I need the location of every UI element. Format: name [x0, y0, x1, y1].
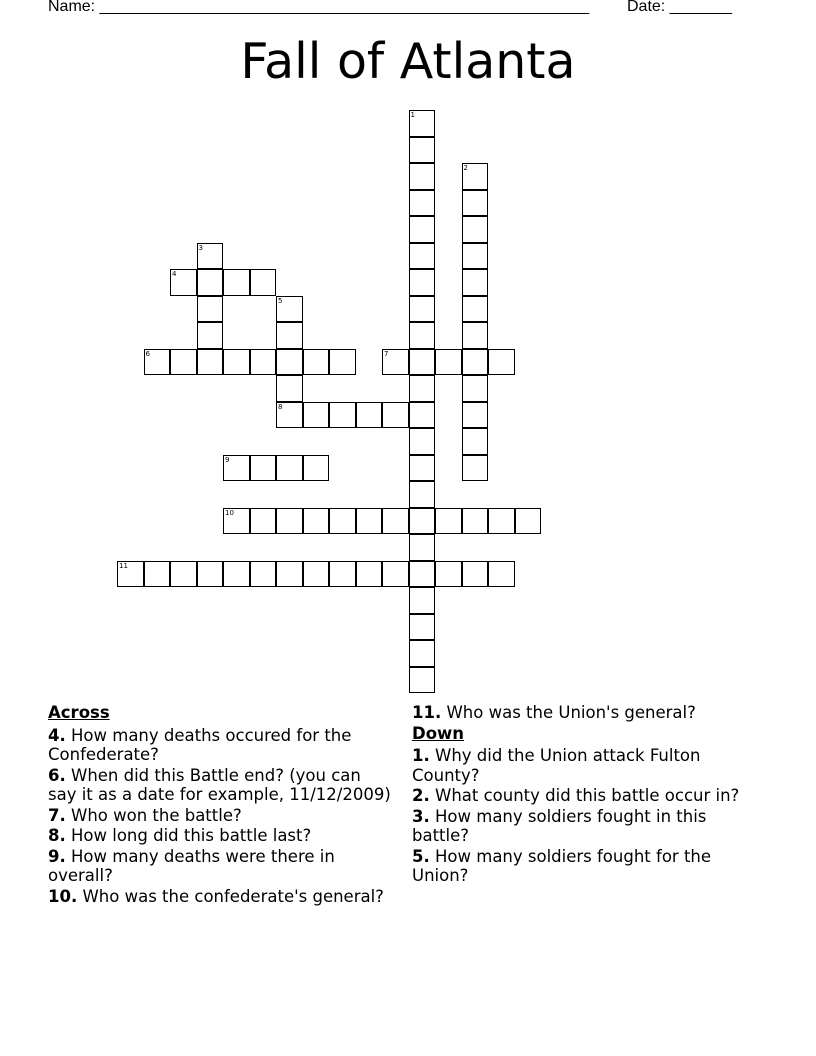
crossword-cell[interactable]	[409, 534, 436, 561]
clues-left-column	[48, 703, 393, 907]
crossword-cell[interactable]	[329, 561, 356, 588]
crossword-cell[interactable]	[409, 428, 436, 455]
clue-text: Why did the Union attack Fulton County?	[412, 746, 701, 785]
clue-across-7	[48, 806, 393, 826]
clue-number: 4.	[48, 725, 66, 745]
crossword-cell[interactable]	[197, 561, 224, 588]
crossword-cell[interactable]	[409, 243, 436, 270]
crossword-cell[interactable]	[170, 349, 197, 376]
crossword-cell[interactable]	[409, 322, 436, 349]
crossword-cell[interactable]	[250, 561, 277, 588]
cell-number: 4	[172, 270, 177, 278]
crossword-cell[interactable]	[170, 269, 197, 296]
clue-across-9	[48, 847, 393, 886]
crossword-cell[interactable]	[515, 508, 542, 535]
crossword-cell[interactable]	[117, 561, 144, 588]
crossword-cell[interactable]	[488, 508, 515, 535]
crossword-cell[interactable]	[223, 561, 250, 588]
crossword-cell[interactable]	[223, 349, 250, 376]
clue-text: How many soldiers fought for the Union?	[412, 846, 712, 885]
cell-number: 6	[145, 349, 150, 358]
clue-number: 10.	[48, 886, 78, 906]
clue-text: Who was the Union's general?	[446, 703, 696, 722]
crossword-cell[interactable]	[462, 163, 489, 190]
crossword-cell[interactable]	[276, 296, 303, 323]
crossword-cell[interactable]	[303, 349, 330, 376]
crossword-cell[interactable]	[409, 110, 436, 137]
crossword-cell[interactable]	[303, 455, 330, 482]
crossword-cell[interactable]	[409, 402, 436, 429]
crossword-cell[interactable]	[356, 402, 383, 429]
crossword-cell[interactable]	[303, 561, 330, 588]
crossword-cell[interactable]	[462, 349, 489, 376]
crossword-cell[interactable]	[276, 402, 303, 429]
clue-text: How many soldiers fought in this battle?	[412, 806, 707, 845]
crossword-cell[interactable]	[409, 508, 436, 535]
crossword-cell[interactable]	[250, 455, 277, 482]
clue-text: How many deaths occured for the Confederate?	[48, 725, 352, 764]
crossword-cell[interactable]	[409, 375, 436, 402]
crossword-cell[interactable]	[409, 614, 436, 641]
clue-down-2	[412, 786, 762, 806]
crossword-cell[interactable]	[144, 561, 171, 588]
clue-number: 9.	[48, 846, 66, 866]
crossword-cell[interactable]	[197, 322, 224, 349]
crossword-cell[interactable]	[303, 508, 330, 535]
clue-across-11	[412, 703, 762, 723]
page-title: Fall of Atlanta	[240, 33, 576, 90]
crossword-cell[interactable]	[250, 508, 277, 535]
crossword-cell[interactable]	[462, 296, 489, 323]
clue-down-1	[412, 746, 762, 785]
clue-down-3	[412, 807, 762, 846]
clue-number: 1.	[412, 746, 430, 765]
crossword-cell[interactable]	[356, 561, 383, 588]
crossword-cell[interactable]	[409, 269, 436, 296]
crossword-cell[interactable]	[276, 349, 303, 376]
crossword-cell[interactable]	[197, 269, 224, 296]
crossword-cell[interactable]	[462, 508, 489, 535]
crossword-cell[interactable]	[409, 640, 436, 667]
crossword-cell[interactable]	[276, 561, 303, 588]
crossword-cell[interactable]	[223, 269, 250, 296]
clue-text: What county did this battle occur in?	[435, 786, 740, 805]
crossword-cell[interactable]	[276, 322, 303, 349]
crossword-cell[interactable]	[382, 561, 409, 588]
clue-number: 3.	[412, 806, 430, 826]
clue-number: 6.	[48, 765, 66, 785]
down-heading: Down	[412, 723, 465, 743]
crossword-cell[interactable]	[197, 296, 224, 323]
clue-number: 11.	[412, 703, 442, 722]
crossword-cell[interactable]	[303, 402, 330, 429]
cell-number: 9	[225, 455, 230, 464]
crossword-cell[interactable]	[462, 561, 489, 588]
clue-number: 2.	[412, 786, 430, 805]
crossword-cell[interactable]	[435, 349, 462, 376]
crossword-cell[interactable]	[462, 402, 489, 429]
clue-across-10	[48, 887, 393, 907]
crossword-cell[interactable]	[462, 216, 489, 243]
crossword-cell[interactable]	[329, 402, 356, 429]
crossword-cell[interactable]	[462, 190, 489, 217]
crossword-cell[interactable]	[250, 349, 277, 376]
crossword-cell[interactable]	[409, 163, 436, 190]
crossword-cell[interactable]	[382, 402, 409, 429]
crossword-cell[interactable]	[409, 667, 436, 694]
crossword-cell[interactable]	[382, 508, 409, 535]
clue-text: When did this Battle end? (you can say it as a date for example, 11/12/2009)	[48, 765, 391, 804]
cell-number: 10	[225, 508, 234, 517]
crossword-cell[interactable]	[409, 587, 436, 614]
crossword-cell[interactable]	[144, 349, 171, 376]
crossword-cell[interactable]	[488, 349, 515, 376]
crossword-cell[interactable]	[435, 508, 462, 535]
crossword-cell[interactable]	[462, 322, 489, 349]
crossword-cell[interactable]	[329, 349, 356, 376]
across-heading: Across	[48, 703, 110, 722]
crossword-cell[interactable]	[250, 269, 277, 296]
crossword-cell[interactable]	[223, 455, 250, 482]
crossword-cell[interactable]	[488, 561, 515, 588]
crossword-cell[interactable]	[409, 455, 436, 482]
clue-across-6	[48, 766, 393, 805]
crossword-cell[interactable]	[356, 508, 383, 535]
crossword-cell[interactable]	[223, 508, 250, 535]
clue-down-5	[412, 847, 762, 886]
date-field[interactable]: Date: _______	[627, 0, 732, 15]
clue-text: Who was the confederate's general?	[82, 886, 384, 906]
crossword-cell[interactable]	[462, 428, 489, 455]
clues-right-column	[412, 703, 762, 887]
crossword-cell[interactable]	[462, 455, 489, 482]
crossword-cell[interactable]	[382, 349, 409, 376]
crossword-cell[interactable]	[462, 243, 489, 270]
clue-text: How many deaths were there in overall?	[48, 846, 335, 885]
cell-number: 3	[198, 243, 203, 252]
crossword-cell[interactable]	[197, 243, 224, 270]
crossword-cell[interactable]	[435, 561, 462, 588]
crossword-cell[interactable]	[409, 137, 436, 164]
crossword-cell[interactable]	[276, 455, 303, 482]
clue-number: 8.	[48, 826, 66, 845]
crossword-cell[interactable]	[409, 481, 436, 508]
clue-text: How long did this battle last?	[71, 826, 312, 845]
crossword-cell[interactable]	[462, 269, 489, 296]
crossword-cell[interactable]	[409, 349, 436, 376]
crossword-cell[interactable]	[170, 561, 197, 588]
cell-number: 1	[410, 111, 415, 119]
crossword-cell[interactable]	[409, 561, 436, 588]
clue-across-4	[48, 726, 393, 765]
clue-text: Who won the battle?	[71, 805, 242, 825]
crossword-cell[interactable]	[329, 508, 356, 535]
crossword-cell[interactable]	[409, 190, 436, 217]
crossword-cell[interactable]	[197, 349, 224, 376]
clue-number: 5.	[412, 846, 430, 866]
cell-number: 11	[119, 561, 128, 570]
name-field[interactable]: Name: _______________________________________________________	[48, 0, 589, 15]
clue-across-8	[48, 826, 393, 846]
crossword-cell[interactable]	[409, 296, 436, 323]
cell-number: 8	[278, 402, 283, 411]
cell-number: 7	[384, 349, 389, 358]
clue-number: 7.	[48, 805, 66, 825]
cell-number: 2	[463, 164, 468, 172]
crossword-cell[interactable]	[276, 508, 303, 535]
crossword-cell[interactable]	[409, 216, 436, 243]
crossword-cell[interactable]	[276, 375, 303, 402]
cell-number: 5	[278, 296, 283, 305]
crossword-cell[interactable]	[462, 375, 489, 402]
